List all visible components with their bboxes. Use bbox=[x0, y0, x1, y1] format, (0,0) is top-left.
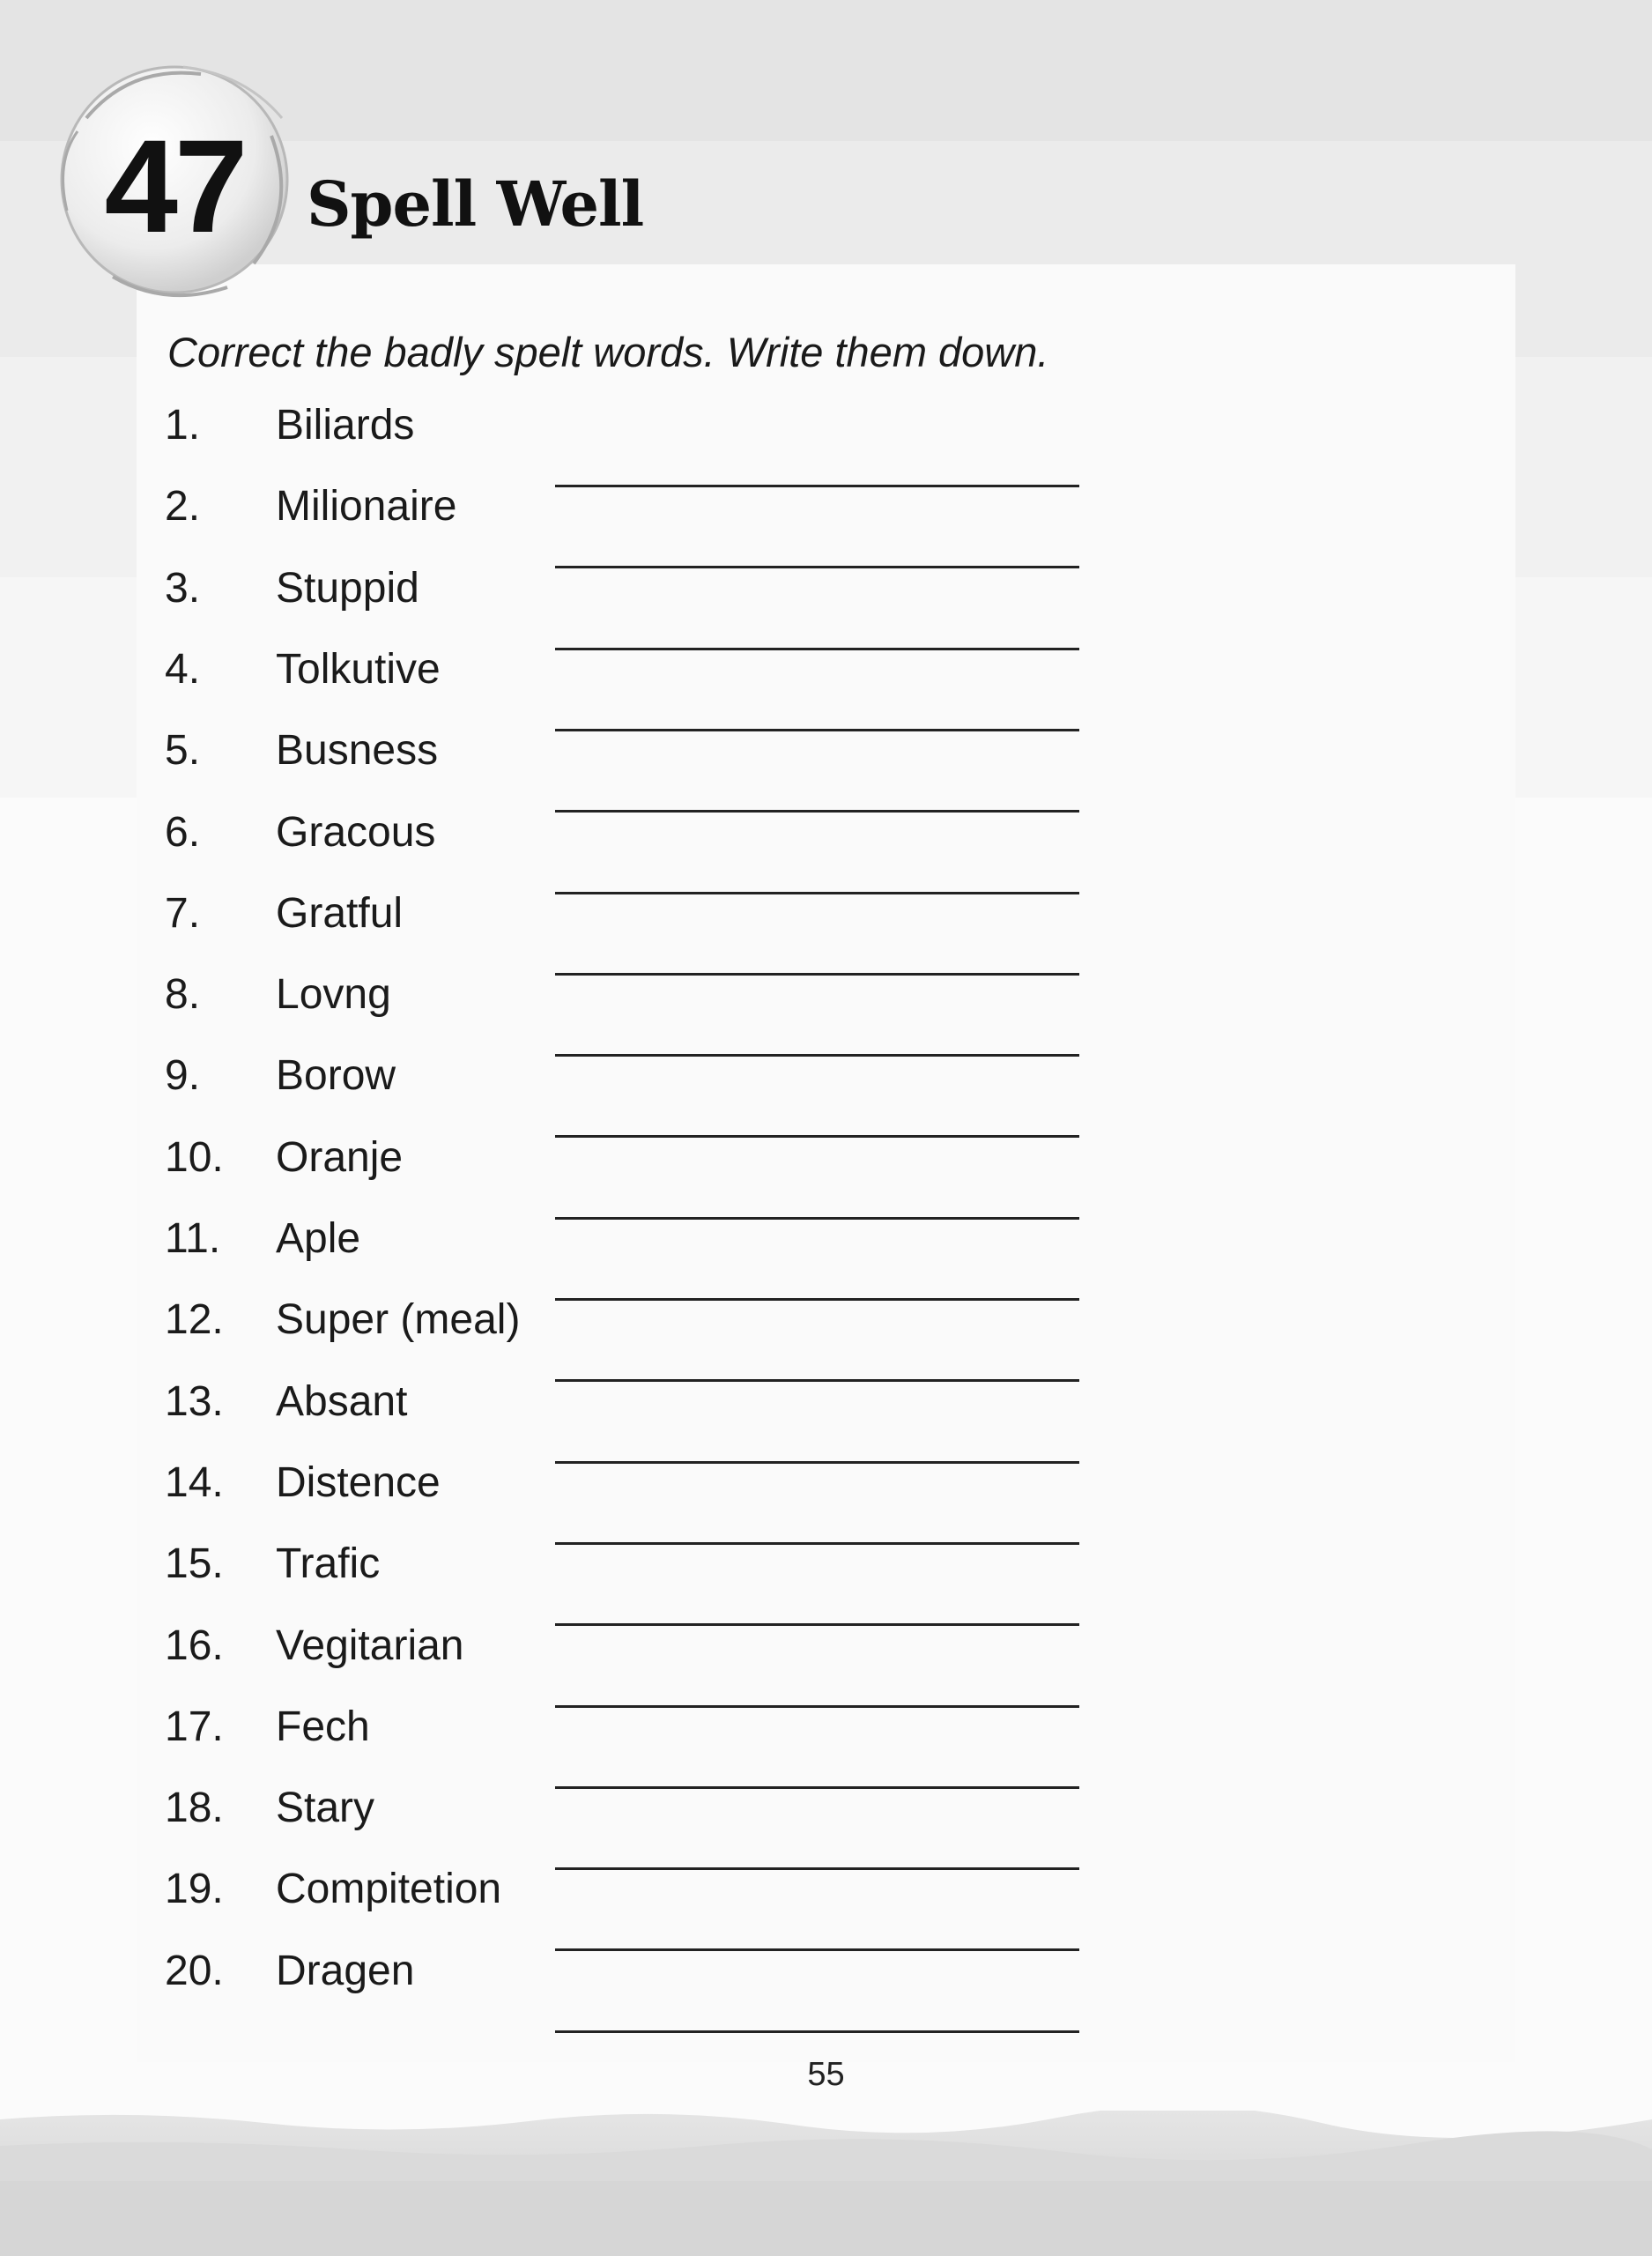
misspelt-word: Milionaire bbox=[276, 483, 457, 531]
misspelt-word: Super (meal) bbox=[276, 1296, 521, 1344]
item-number: 8. bbox=[165, 971, 201, 1019]
item-number: 13. bbox=[165, 1377, 224, 1425]
list-item bbox=[0, 1295, 1145, 1366]
misspelt-word: Fech bbox=[276, 1703, 370, 1750]
misspelt-word: Vegitarian bbox=[276, 1622, 464, 1669]
list-item bbox=[0, 1947, 1145, 2017]
list-item bbox=[0, 645, 1145, 716]
list-item bbox=[0, 1622, 1145, 1692]
list-item bbox=[0, 1051, 1145, 1122]
misspelt-word: Compitetion bbox=[276, 1866, 502, 1913]
misspelt-word: Stary bbox=[276, 1785, 375, 1832]
list-item bbox=[0, 808, 1145, 879]
exercise-number-badge bbox=[51, 56, 298, 303]
item-number: 17. bbox=[165, 1703, 224, 1750]
footer-wave-decoration bbox=[0, 2111, 1652, 2256]
item-number: 19. bbox=[165, 1866, 224, 1913]
instruction-text: Correct the badly spelt words. Write them down. bbox=[167, 329, 1049, 375]
list-item bbox=[0, 564, 1145, 634]
item-number: 3. bbox=[165, 564, 201, 612]
item-number: 9. bbox=[165, 1052, 201, 1100]
item-number: 14. bbox=[165, 1458, 224, 1506]
misspelt-word: Distence bbox=[276, 1458, 441, 1506]
list-item bbox=[0, 1865, 1145, 1935]
list-item bbox=[0, 1540, 1145, 1610]
misspelt-word: Trafic bbox=[276, 1540, 381, 1588]
list-item bbox=[0, 1703, 1145, 1773]
item-number: 4. bbox=[165, 645, 201, 693]
list-item bbox=[0, 970, 1145, 1041]
item-number: 5. bbox=[165, 727, 201, 775]
item-number: 1. bbox=[165, 402, 201, 449]
item-number: 12. bbox=[165, 1296, 224, 1344]
page-title: Spell Well bbox=[307, 167, 644, 241]
list-item bbox=[0, 1214, 1145, 1285]
item-number: 20. bbox=[165, 1947, 224, 1994]
misspelt-word: Oranje bbox=[276, 1133, 404, 1181]
misspelt-word: Borow bbox=[276, 1052, 396, 1100]
item-number: 11. bbox=[165, 1215, 221, 1262]
item-number: 16. bbox=[165, 1622, 224, 1669]
item-number: 6. bbox=[165, 808, 201, 856]
misspelt-word: Aple bbox=[276, 1215, 361, 1262]
misspelt-word: Gratful bbox=[276, 889, 404, 937]
list-item bbox=[0, 401, 1145, 471]
misspelt-word: Lovng bbox=[276, 971, 391, 1019]
list-item bbox=[0, 482, 1145, 553]
item-number: 18. bbox=[165, 1785, 224, 1832]
misspelt-word: Stuppid bbox=[276, 564, 419, 612]
misspelt-word: Absant bbox=[276, 1377, 408, 1425]
misspelt-word: Gracous bbox=[276, 808, 436, 856]
item-number: 7. bbox=[165, 889, 201, 937]
list-item bbox=[0, 1133, 1145, 1204]
item-number: 15. bbox=[165, 1540, 224, 1588]
list-item bbox=[0, 1784, 1145, 1854]
page-number: 55 bbox=[807, 2056, 845, 2093]
item-number: 10. bbox=[165, 1133, 224, 1181]
exercise-number: 47 bbox=[104, 112, 245, 260]
list-item bbox=[0, 1377, 1145, 1448]
misspelt-word: Dragen bbox=[276, 1947, 415, 1994]
misspelt-word: Tolkutive bbox=[276, 645, 441, 693]
item-number: 2. bbox=[165, 483, 201, 531]
misspelt-word: Biliards bbox=[276, 402, 415, 449]
answer-field[interactable] bbox=[555, 1995, 1079, 2033]
list-item bbox=[0, 889, 1145, 960]
list-item bbox=[0, 726, 1145, 797]
list-item bbox=[0, 1458, 1145, 1529]
misspelt-word: Busness bbox=[276, 727, 439, 775]
